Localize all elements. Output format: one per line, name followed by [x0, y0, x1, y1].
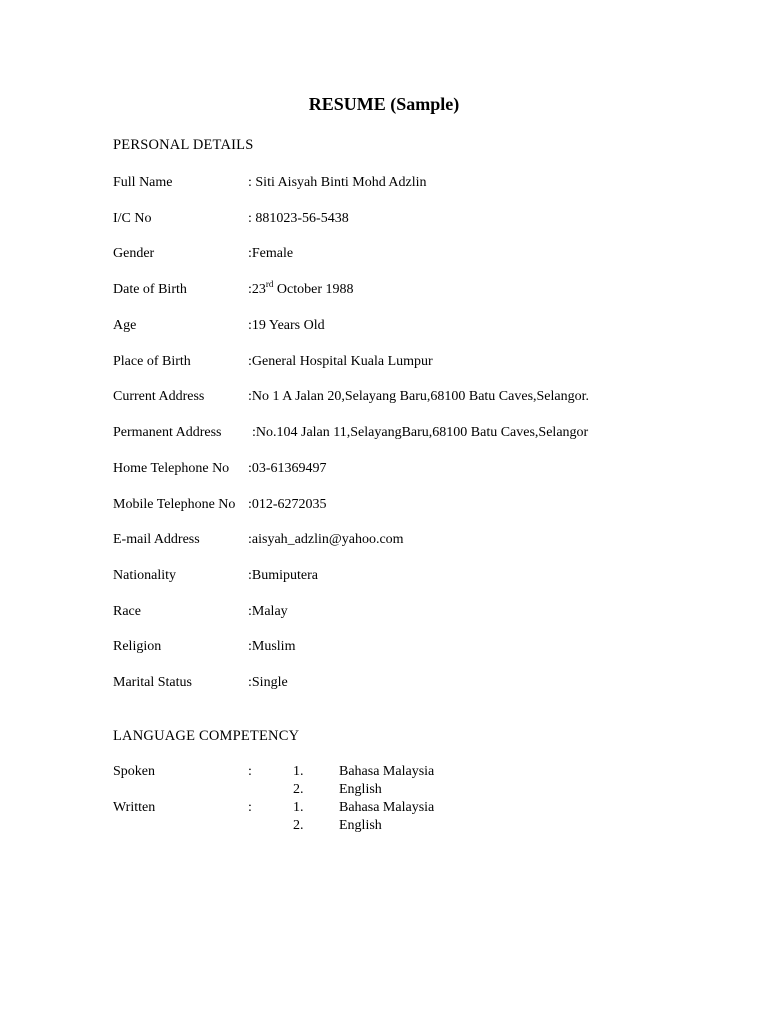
field-label: Nationality	[113, 568, 176, 583]
field-label: Gender	[113, 246, 155, 261]
language-item: Bahasa Malaysia	[339, 764, 435, 779]
language-item: Bahasa Malaysia	[339, 800, 435, 815]
spoken-label: Spoken	[113, 764, 155, 779]
field-value: :No 1 A Jalan 20,Selayang Baru,68100 Batu Caves,Selangor.	[248, 389, 590, 404]
field-value: :Female	[248, 246, 294, 261]
field-label: Race	[113, 604, 141, 619]
field-value: :Bumiputera	[248, 568, 318, 583]
field-value: :19 Years Old	[248, 318, 325, 333]
personal-details-heading: PERSONAL DETAILS	[113, 137, 254, 153]
field-label: Religion	[113, 639, 162, 654]
field-label: Date of Birth	[113, 282, 187, 297]
field-label: E-mail Address	[113, 532, 200, 547]
field-value: : Siti Aisyah Binti Mohd Adzlin	[248, 175, 427, 190]
field-label: Marital Status	[113, 675, 192, 690]
language-item: English	[339, 818, 382, 833]
field-label: Home Telephone No	[113, 461, 230, 476]
document-title: RESUME (Sample)	[308, 94, 460, 114]
field-value: :03-61369497	[248, 461, 327, 476]
field-label: Full Name	[113, 175, 173, 190]
field-label: I/C No	[113, 211, 152, 226]
dob-month-year: October 1988	[273, 282, 354, 297]
list-number: 2.	[293, 818, 304, 833]
dob-day: :23	[248, 282, 266, 297]
field-value: :012-6272035	[248, 497, 327, 512]
field-value: :General Hospital Kuala Lumpur	[248, 354, 433, 369]
field-value: : 881023-56-5438	[248, 211, 349, 226]
list-number: 2.	[293, 782, 304, 797]
field-label: Current Address	[113, 389, 205, 404]
written-colon: :	[248, 800, 252, 815]
field-value: :aisyah_adzlin@yahoo.com	[248, 532, 404, 547]
field-value	[248, 281, 353, 299]
list-number: 1.	[293, 800, 304, 815]
written-label: Written	[113, 800, 156, 815]
field-label: Mobile Telephone No	[113, 497, 236, 512]
spoken-colon: :	[248, 764, 252, 779]
field-value: :Single	[248, 675, 288, 690]
field-label: Age	[113, 318, 137, 333]
language-item: English	[339, 782, 382, 797]
list-number: 1.	[293, 764, 304, 779]
field-value: :Malay	[248, 604, 288, 619]
language-competency-heading: LANGUAGE COMPETENCY	[113, 728, 300, 744]
field-label: Place of Birth	[113, 354, 191, 369]
field-label: Permanent Address	[113, 425, 222, 440]
field-value: :No.104 Jalan 11,SelayangBaru,68100 Batu Caves,Selangor	[252, 425, 589, 440]
field-value: :Muslim	[248, 639, 296, 654]
dob-ordinal: rd	[265, 279, 274, 289]
